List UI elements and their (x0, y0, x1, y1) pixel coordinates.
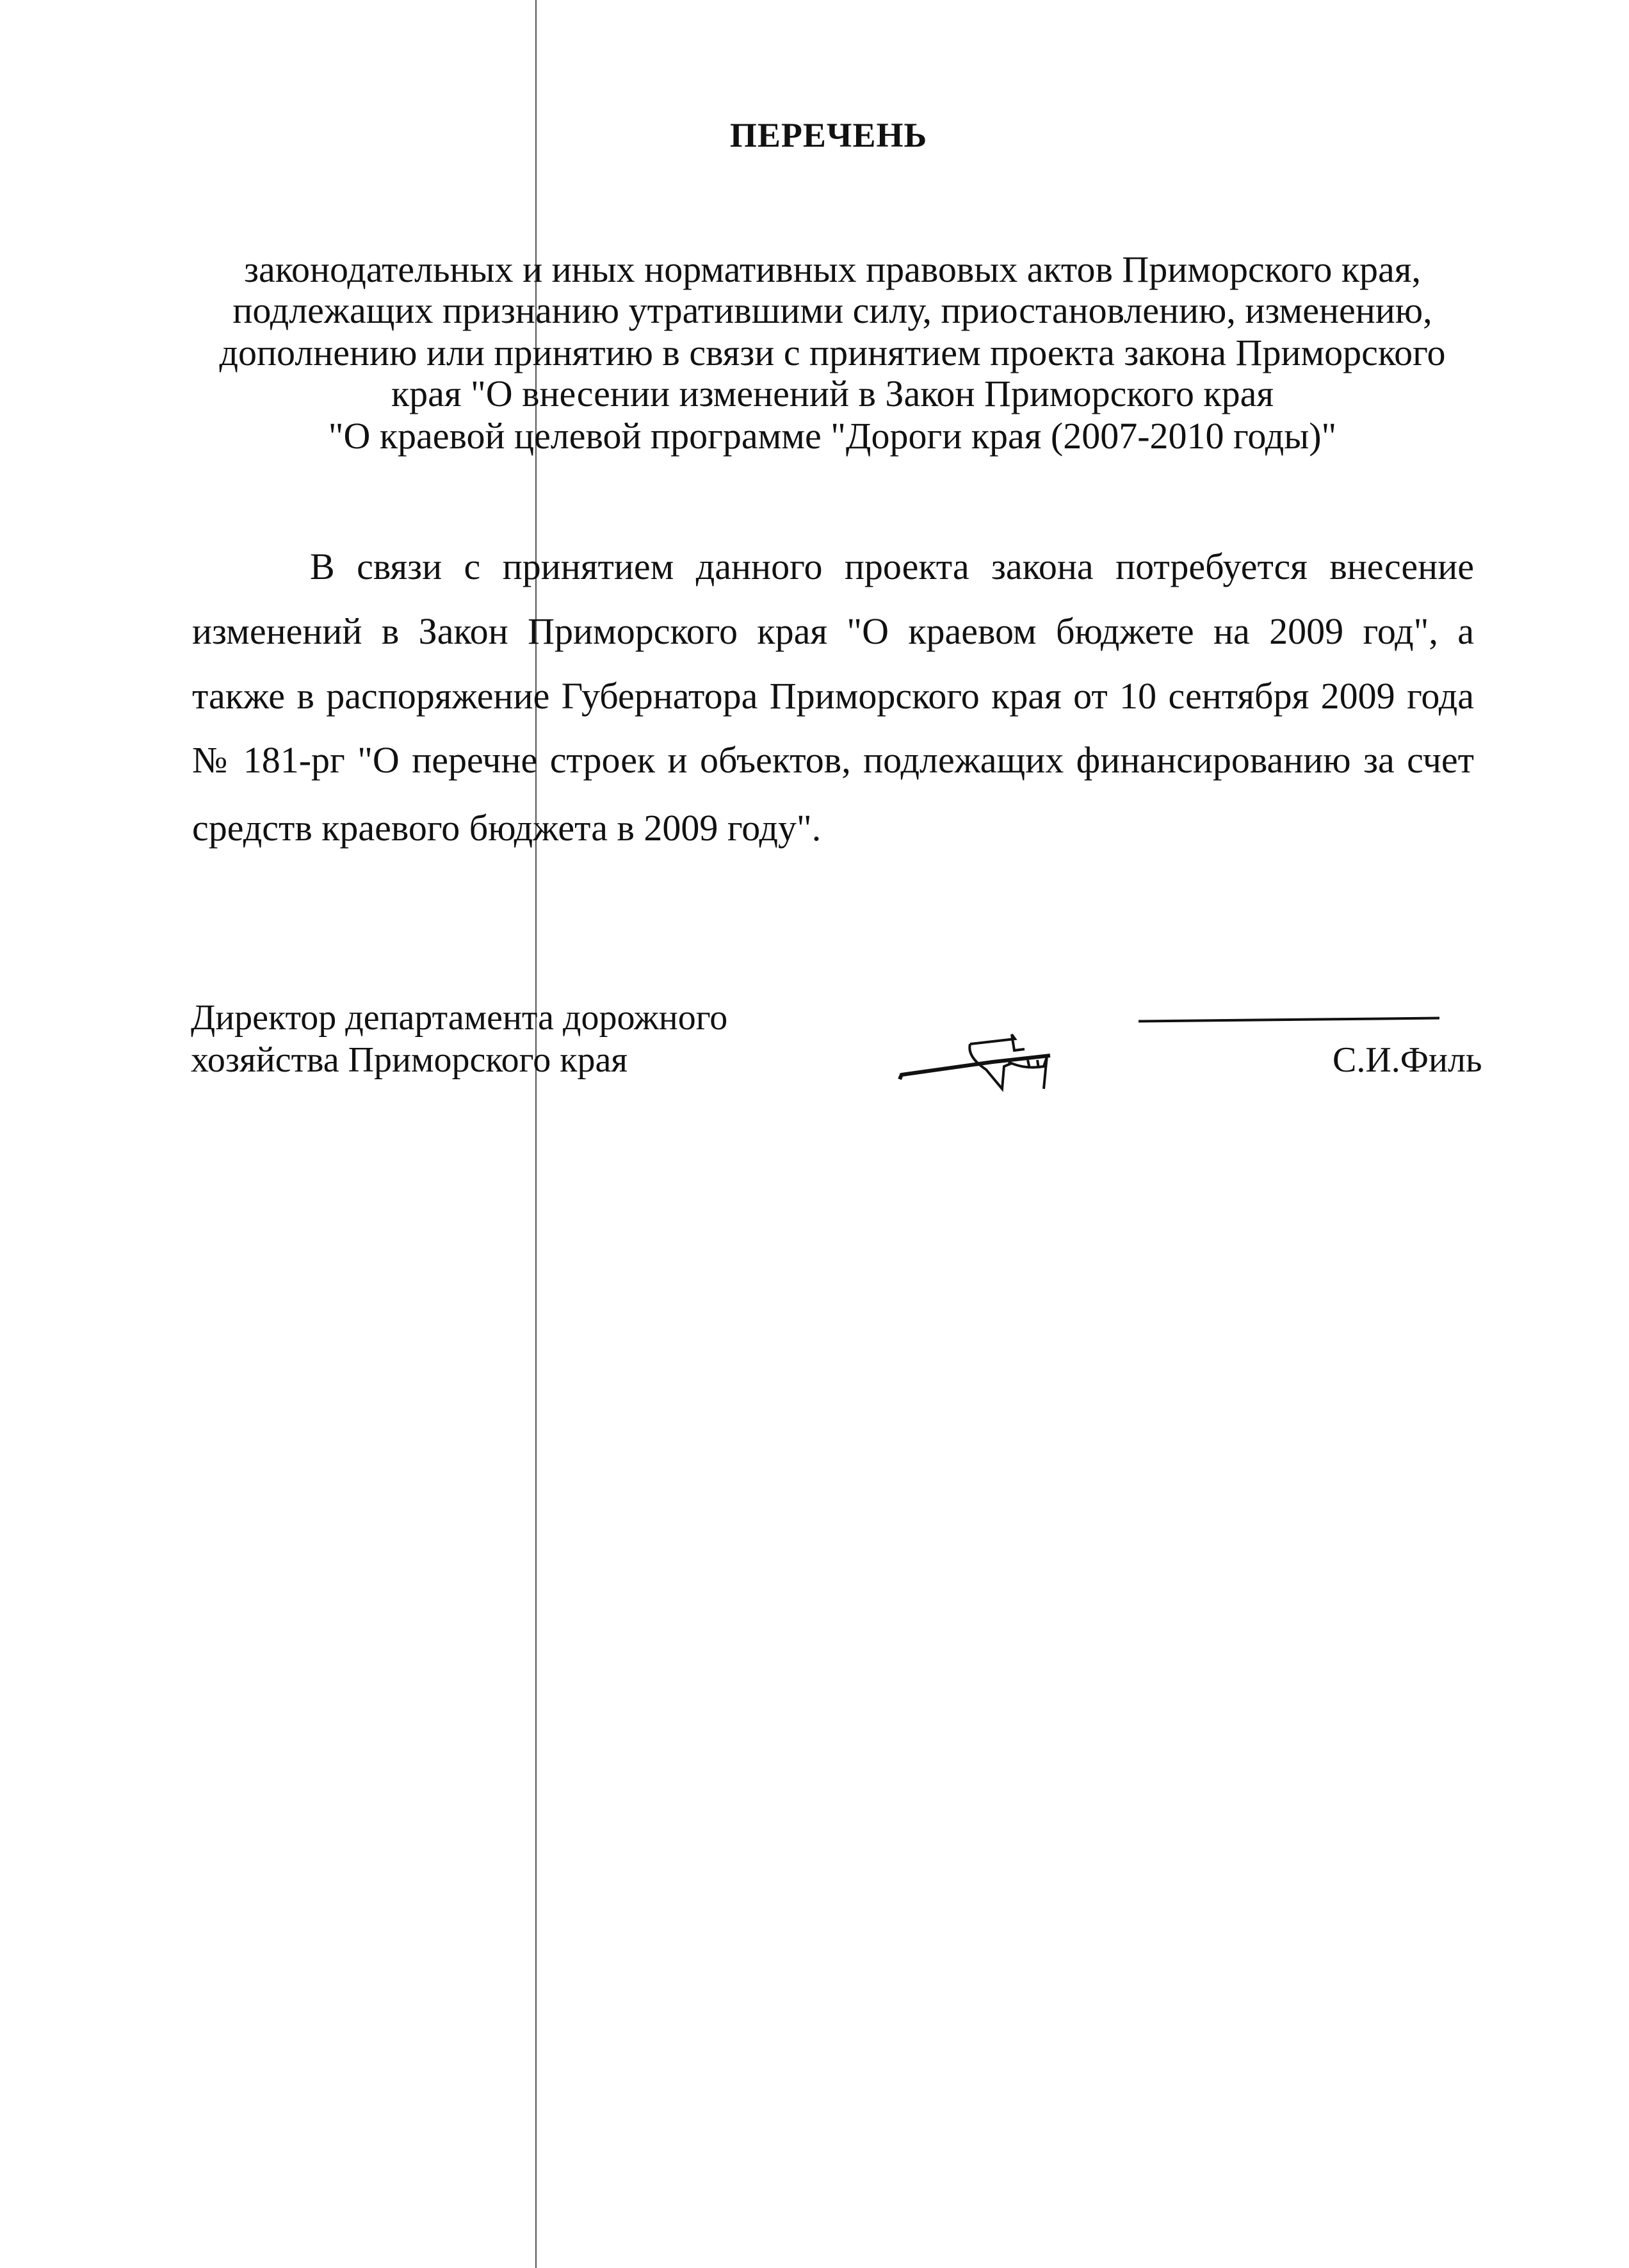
signature-line (1139, 1017, 1439, 1023)
heading-line: дополнению или принятию в связи с принятием проекта закона Приморского (219, 332, 1446, 373)
heading-line: подлежащих признанию утратившими силу, приостановлению, изменению, (232, 290, 1432, 331)
signer-position-line: хозяйства Приморского края (191, 1040, 628, 1080)
paragraph-line: также в распоряжение Губернатора Приморского края от 10 сентября 2009 года (192, 675, 1474, 717)
heading-line: "О краевой целевой программе "Дороги края (2007-2010 годы)" (328, 415, 1337, 457)
paragraph-line: № 181-рг "О перечне строек и объектов, подлежащих финансированию за счет (192, 739, 1474, 781)
signer-name: С.И.Филь (1333, 1040, 1482, 1080)
paragraph-line: средств краевого бюджета в 2009 году". (192, 807, 822, 849)
paragraph-line: изменений в Закон Приморского края "О краевом бюджете на 2009 год", а (192, 610, 1474, 652)
paragraph-line: В связи с принятием данного проекта закона потребуется внесение (310, 546, 1474, 587)
heading-line: законодательных и иных нормативных правовых актов Приморского края, (244, 249, 1421, 290)
document-title: ПЕРЕЧЕНЬ (729, 116, 928, 154)
heading-line: края "О внесении изменений в Закон Приморского края (391, 373, 1274, 414)
signer-position-line: Директор департамента дорожного (191, 998, 728, 1038)
handwritten-signature (896, 1031, 1121, 1095)
